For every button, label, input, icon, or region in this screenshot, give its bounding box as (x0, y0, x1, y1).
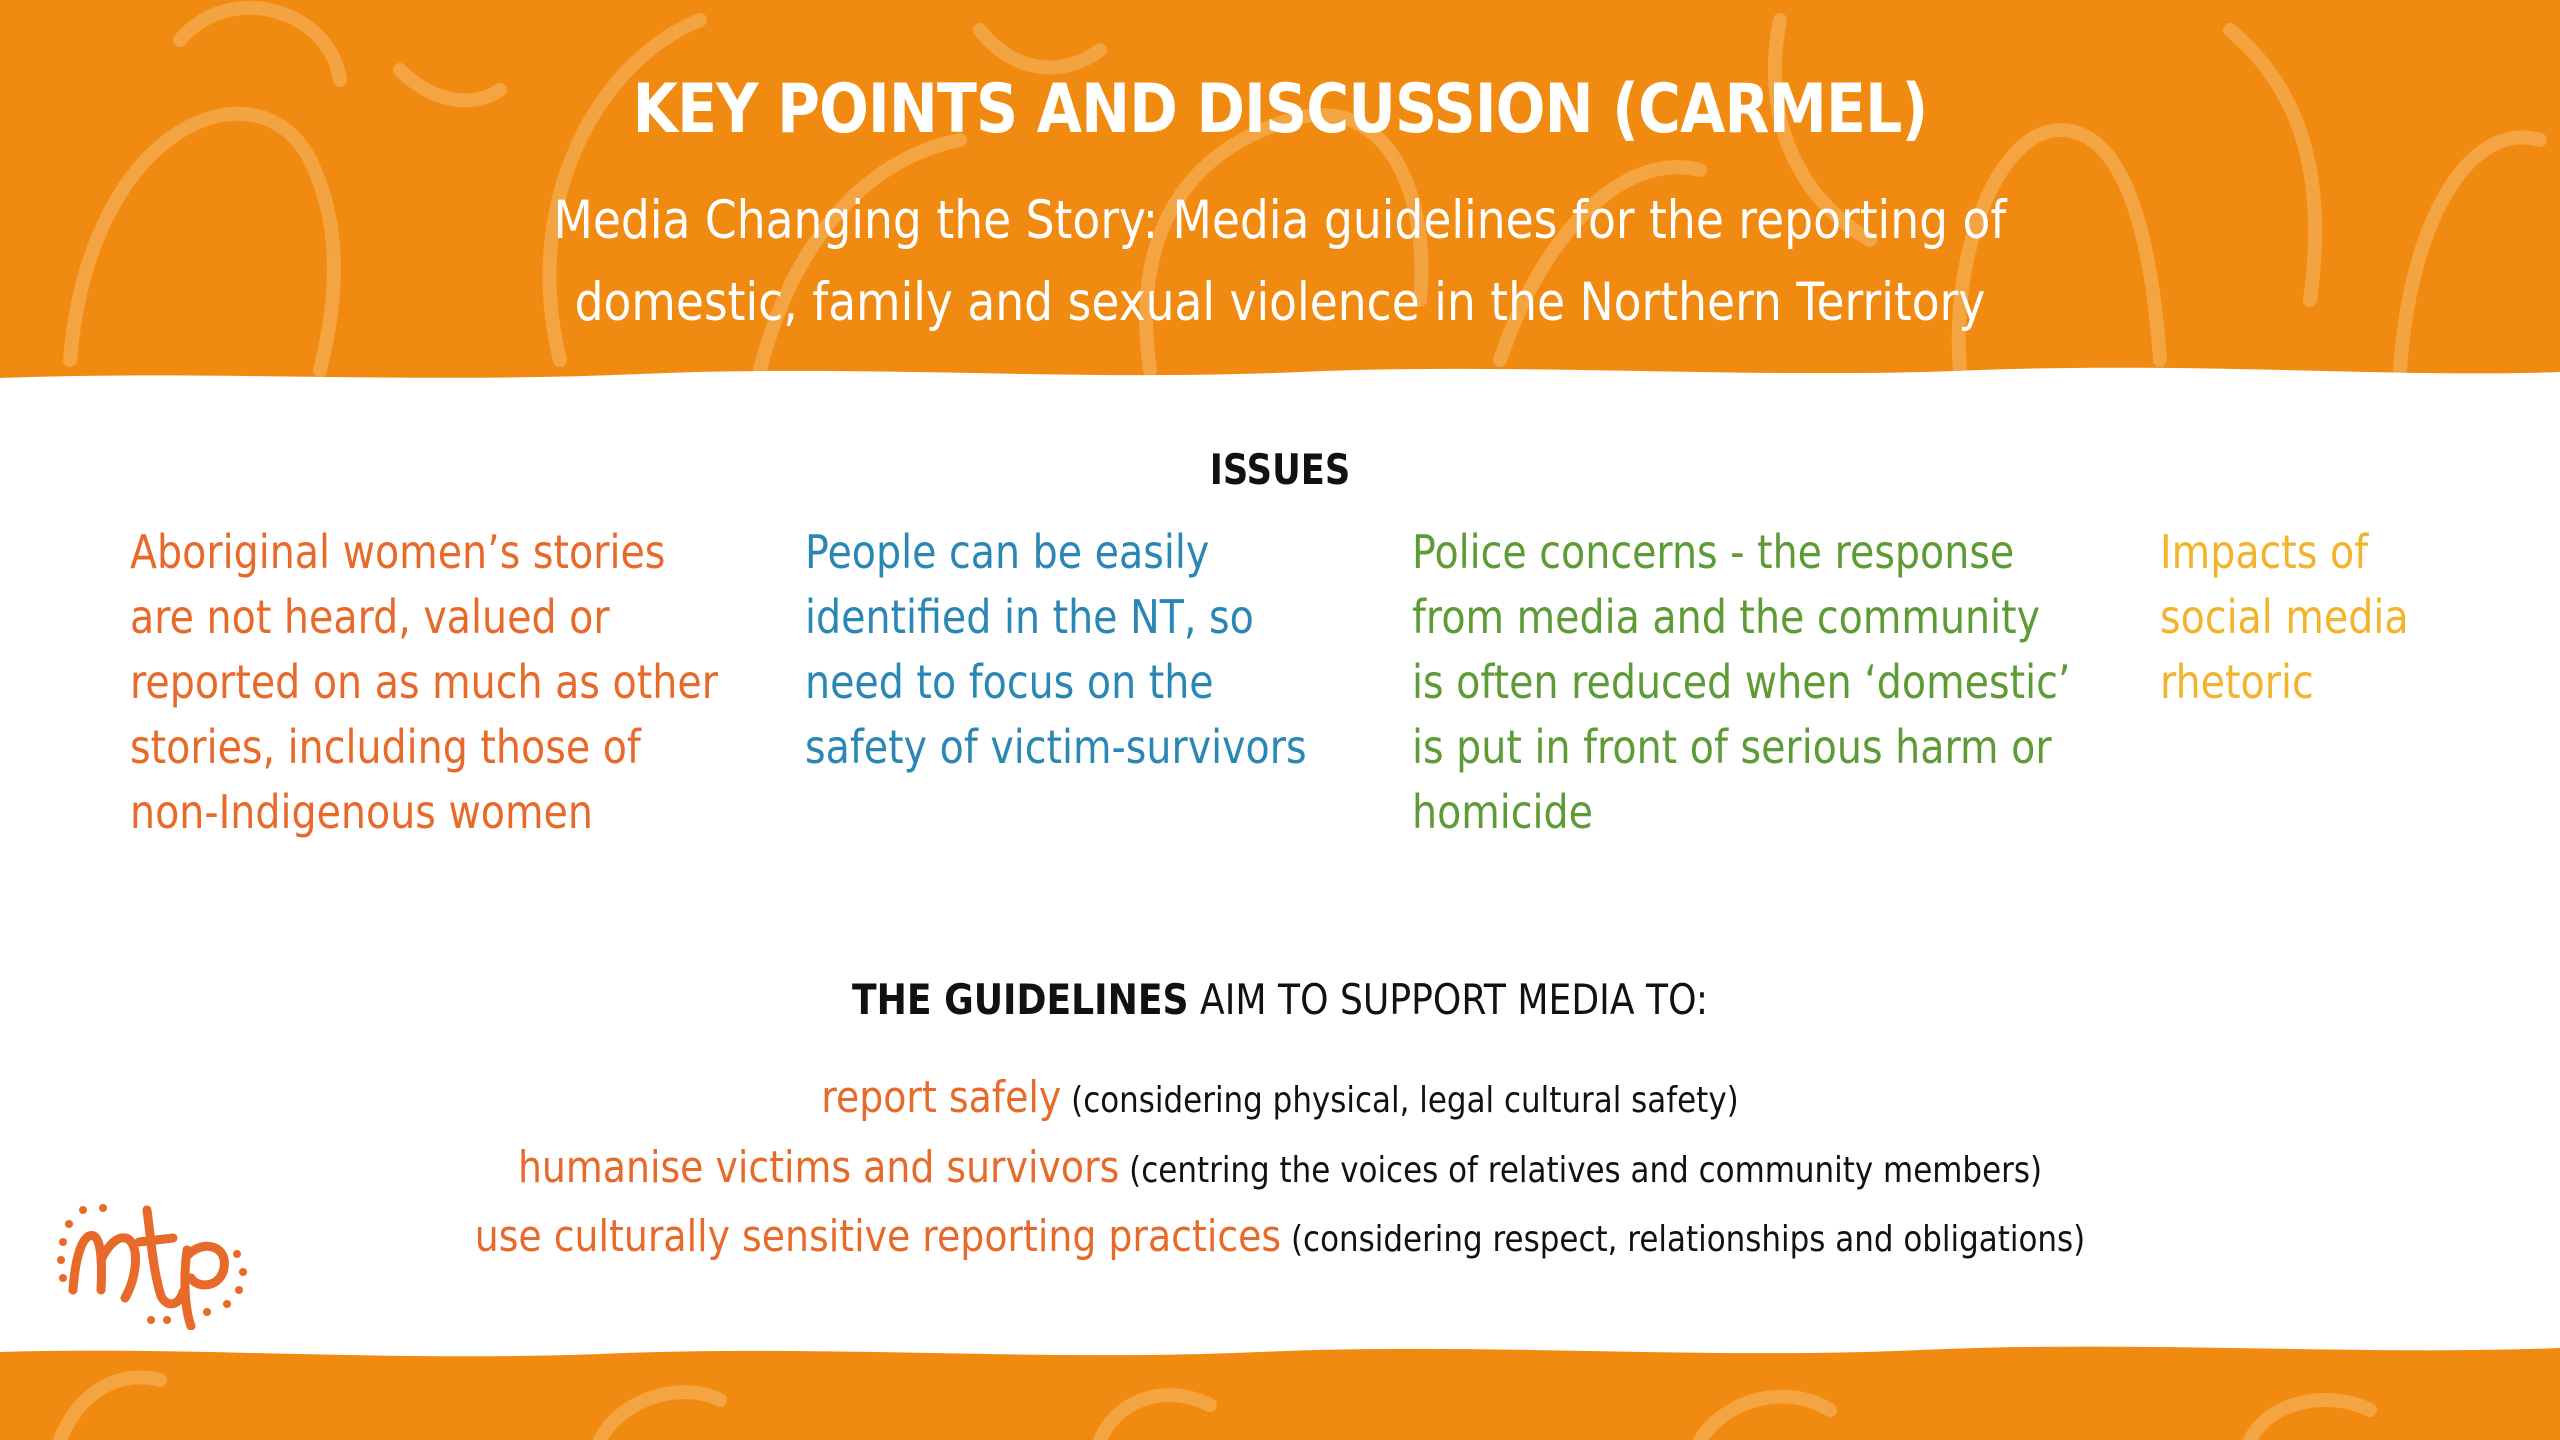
guideline-detail: (considering respect, relationships and obligations) (1281, 1219, 2086, 1260)
issue-aboriginal-stories: Aboriginal women’s stories are not heard, valued or reported on as much as other stories, including those of non-Indigenous women (130, 525, 718, 839)
issue-social-media: Impacts of social media rhetoric (2160, 525, 2409, 709)
guideline-lead: report safely (821, 1072, 1062, 1123)
guideline-detail: (considering physical, legal cultural safety) (1061, 1080, 1739, 1121)
guideline-lead: use culturally sensitive reporting practices (474, 1211, 1282, 1262)
guideline-lead: humanise victims and survivors (517, 1142, 1120, 1193)
slide-subtitle: Media Changing the Story: Media guidelines for the reporting of domestic, family and sexual violence in the Northern Territory (553, 190, 2007, 333)
guideline-item (179, 1207, 2381, 1276)
header (0, 0, 2560, 370)
slide-title: KEY POINTS AND DISCUSSION (CARMEL) (632, 70, 1928, 149)
ntpo-logo-icon (55, 1180, 255, 1330)
guidelines-heading (179, 970, 2381, 1030)
guideline-detail: (centring the voices of relatives and community members) (1119, 1150, 2043, 1191)
issue-identification: People can be easily identified in the NT, so need to focus on the safety of victim-survivors (805, 525, 1307, 774)
issues-heading: ISSUES (1209, 445, 1351, 494)
guideline-item (179, 1138, 2381, 1207)
guidelines-heading-rest: AIM TO SUPPORT MEDIA TO: (1188, 975, 1709, 1024)
guideline-item (179, 1068, 2381, 1137)
issue-police-concerns: Police concerns - the response from media and the community is often reduced when ‘domestic’ is put in front of serious harm or homicide (1412, 525, 2071, 839)
guidelines-heading-bold: THE GUIDELINES (851, 975, 1189, 1024)
